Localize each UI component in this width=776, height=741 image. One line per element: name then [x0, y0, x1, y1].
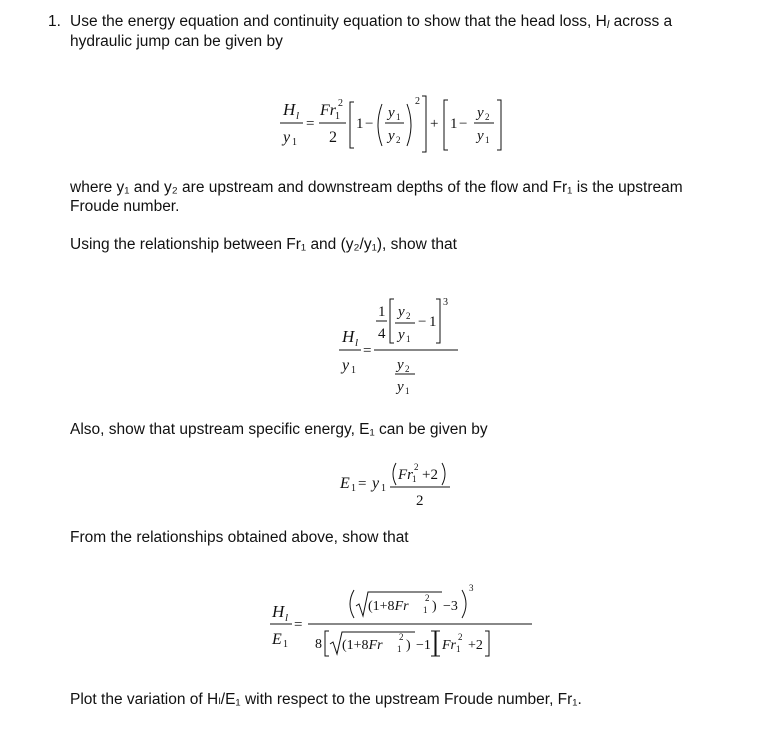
- eq3-y1-sub: 1: [381, 483, 386, 494]
- eq1-y1: y: [283, 129, 291, 146]
- eq1-y2-c-sub: 2: [485, 112, 490, 122]
- eq3-E-sub: 1: [351, 483, 356, 494]
- question-line-1-text: Use the energy equation and continuity equation to show that the head loss, H: [70, 13, 607, 30]
- eq1-y1-b: y: [388, 105, 395, 121]
- eq2-bracket-open: [390, 299, 394, 343]
- head-loss-subscript: l: [606, 19, 610, 31]
- eq4-den-minus-one: −1: [416, 638, 431, 653]
- eq2-y1-den: y: [397, 379, 404, 395]
- equation-head-loss: [270, 90, 530, 160]
- eq1-bracket-open-1: [350, 102, 354, 148]
- eq3-paren-close: [442, 463, 445, 485]
- eq4-num-cube: 3: [469, 583, 474, 593]
- equation-head-loss-depth-ratio: [330, 288, 480, 398]
- equation-specific-energy: [338, 455, 468, 510]
- eq1-minus-b: −: [459, 116, 468, 132]
- eq2-y1-sub: 1: [351, 365, 356, 376]
- eq1-paren-open: [378, 104, 382, 146]
- eq1-y2-b: y: [388, 128, 395, 144]
- question-line-1-tail: across a: [609, 13, 673, 30]
- where-line-2: Froude number.: [70, 198, 180, 215]
- eq1-y1-b-sub: 1: [396, 112, 401, 122]
- eq4-l-sub: l: [285, 612, 289, 624]
- eq3-Fr-sup: 2: [414, 462, 419, 472]
- eq1-Fr-sub: 1: [335, 111, 340, 122]
- eq2-minus: −: [418, 314, 427, 330]
- eq2-four: 4: [378, 326, 386, 342]
- eq4-num-close: ): [432, 599, 437, 614]
- eq4-num-radicand: (1+8Fr: [368, 599, 409, 614]
- eq3-y1: y: [372, 475, 380, 492]
- eq2-bracket-close: [436, 299, 440, 343]
- eq3-Fr: Fr: [398, 467, 413, 483]
- eq3-plus-two: +2: [422, 467, 438, 483]
- eq1-y1-sub: 1: [292, 137, 297, 148]
- eq4-num-minus-three: −3: [443, 599, 458, 614]
- eq1-y2-b-sub: 2: [396, 135, 401, 145]
- eq1-bracket-close-2: [497, 100, 501, 150]
- eq3-paren-open: [393, 463, 396, 485]
- eq2-y1-num-sub: 1: [406, 334, 411, 344]
- eq3-two: 2: [416, 493, 424, 509]
- eq1-one-a: 1: [356, 116, 364, 132]
- eq1-bracket-open-2: [444, 100, 448, 150]
- eq1-equals: =: [306, 116, 315, 132]
- eq1-paren-close: [407, 104, 411, 146]
- eq1-H: H: [283, 100, 296, 119]
- eq4-den-Fr-sub: 1: [397, 644, 402, 654]
- eq1-bracket-close-1: [422, 96, 426, 152]
- eq2-y1: y: [342, 357, 350, 374]
- eq1-minus-a: −: [365, 116, 374, 132]
- eq1-y1-c-sub: 1: [485, 135, 490, 145]
- eq4-E-sub: 1: [283, 639, 288, 650]
- relationships-line: From the relationships obtained above, show that: [70, 529, 409, 546]
- eq2-y1-den-sub: 1: [405, 386, 410, 396]
- eq4-den-bracket2-close: [485, 631, 489, 656]
- equation-head-loss-energy-ratio: [270, 578, 550, 668]
- eq4-equals: =: [294, 617, 303, 633]
- eq3-equals: =: [358, 476, 367, 492]
- eq4-den-bracket-close: [431, 631, 435, 656]
- energy-line: Also, show that upstream specific energy, E₁ can be given by: [70, 421, 488, 438]
- eq3-Fr-sub: 1: [412, 474, 417, 484]
- eq4-num-Fr-sub: 1: [423, 605, 428, 615]
- eq2-y2-den: y: [397, 357, 404, 373]
- eq4-den2-Fr-sup: 2: [458, 632, 463, 642]
- eq2-one: 1: [378, 304, 386, 320]
- eq2-y1-num: y: [398, 327, 405, 343]
- eq2-l-sub: l: [355, 337, 359, 349]
- eq4-den-Fr: Fr: [442, 638, 456, 653]
- eq1-paren-sup: 2: [415, 96, 420, 107]
- eq4-den-plus-two: +2: [468, 638, 483, 653]
- question-line-2: hydraulic jump can be given by: [70, 33, 283, 50]
- where-line-1: where y₁ and y₂ are upstream and downstream depths of the flow and Fr₁ is the upstream: [70, 179, 683, 196]
- eq1-one-b: 1: [450, 116, 458, 132]
- eq1-l-sub: l: [296, 110, 300, 122]
- eq1-Fr-sup: 2: [338, 98, 343, 109]
- eq4-den-close: ): [406, 638, 411, 653]
- eq2-H: H: [342, 327, 355, 346]
- question-line-1: [70, 12, 760, 31]
- eq1-y2-c: y: [477, 105, 484, 121]
- eq2-one-b: 1: [429, 314, 437, 330]
- eq2-y2-num: y: [398, 304, 405, 320]
- eq4-den-bracket2-open: [436, 631, 440, 656]
- eq4-den-eight: 8: [315, 637, 322, 652]
- eq4-num-paren-open: [350, 590, 354, 618]
- eq4-den2-Fr-sub: 1: [456, 644, 461, 654]
- eq4-E: E: [272, 631, 282, 648]
- eq3-E: E: [340, 475, 350, 492]
- eq1-Fr: Fr: [320, 102, 336, 119]
- eq2-cube: 3: [443, 297, 448, 308]
- eq4-den-Fr-sup: 2: [399, 632, 404, 642]
- eq4-den-radicand: (1+8Fr: [342, 638, 383, 653]
- eq2-y2-num-sub: 2: [406, 311, 411, 321]
- eq4-den-bracket-open: [325, 631, 329, 656]
- eq1-y1-c: y: [477, 128, 484, 144]
- plot-line: Plot the variation of Hₗ/E₁ with respect to the upstream Froude number, Fr₁.: [70, 691, 582, 708]
- relationship-line: Using the relationship between Fr₁ and (y₂/y₁), show that: [70, 236, 457, 253]
- eq4-num-Fr-sup: 2: [425, 593, 430, 603]
- eq4-num-paren-close: [462, 590, 466, 618]
- eq1-plus: +: [430, 116, 439, 132]
- eq1-two: 2: [329, 129, 337, 146]
- eq2-y2-den-sub: 2: [405, 364, 410, 374]
- eq2-equals: =: [363, 343, 372, 359]
- question-number: 1.: [48, 13, 61, 30]
- eq4-H: H: [272, 602, 285, 621]
